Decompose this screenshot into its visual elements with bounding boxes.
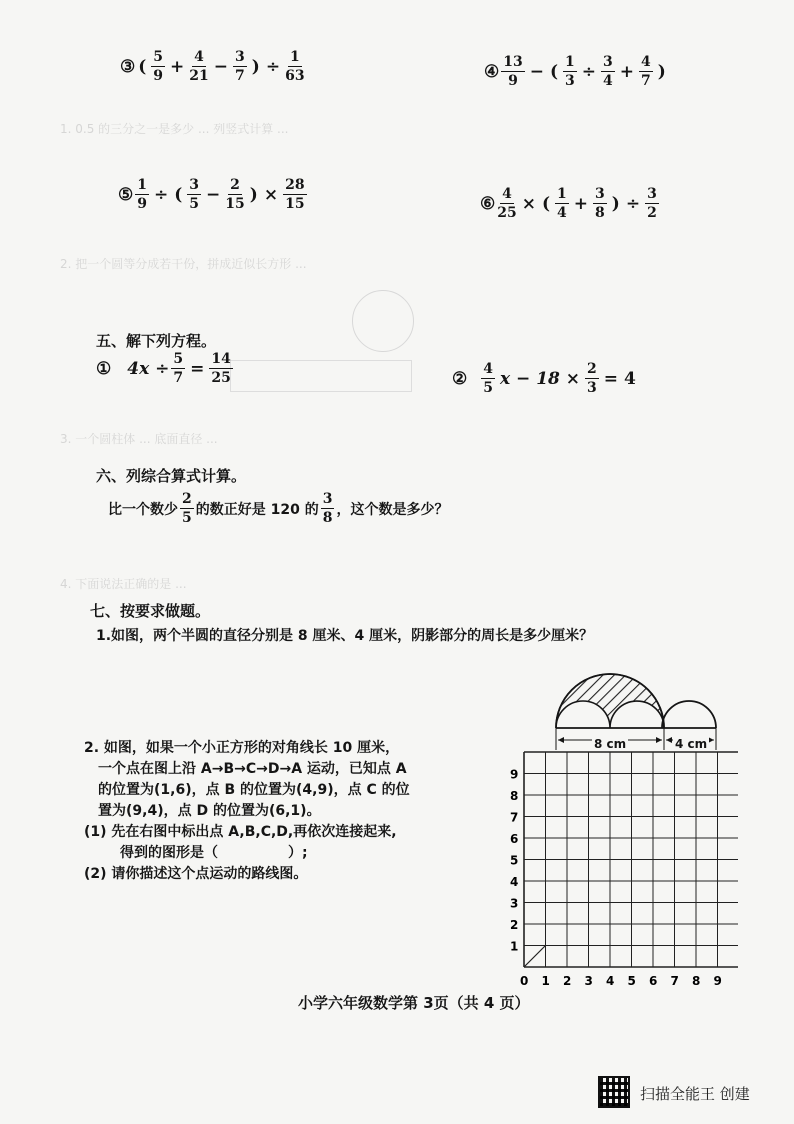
grid-x-label: 5: [627, 974, 636, 988]
fraction: $\frac{3}{7}$: [235, 49, 245, 84]
fraction: $\frac{3}{4}$: [603, 54, 613, 89]
grid-x-label: 4: [606, 974, 615, 988]
question-1: 1.如图，两个半圆的直径分别是 8 厘米、4 厘米，阴影部分的周长是多少厘米？: [96, 628, 594, 644]
grid-x-label: 0: [520, 974, 529, 988]
fraction: $\frac{1}{63}$: [285, 49, 305, 84]
fraction: $\frac{4}{21}$: [189, 49, 209, 84]
section-6-title: 六、列综合算式计算。: [96, 467, 247, 485]
grid-x-label: 2: [563, 974, 572, 988]
question-2-line: 2. 如图，如果一个小正方形的对角线长 10 厘米，: [84, 740, 400, 756]
expression-4: ④ $\frac{13}{9}$ − ( $\frac{1}{3}$ ÷ $\frac{3}{4}$ + $\frac{4}{7}$ ): [484, 54, 666, 89]
question-2-sub-1: (1) 先在右图中标出点 A,B,C,D,再依次连接起来,: [84, 824, 397, 840]
question-2-sub-2: (2) 请你描述这个点运动的路线图。: [84, 866, 308, 882]
fraction: $\frac{3}{8}$: [322, 491, 333, 526]
dimension-8cm: 8 cm: [594, 737, 627, 751]
fraction: $\frac{5}{9}$: [153, 49, 164, 84]
dimension-4cm: 4 cm: [675, 737, 708, 751]
grid-x-label: 3: [584, 974, 593, 988]
fraction: $\frac{4}{7}$: [641, 54, 651, 89]
expression-6: ⑥ $\frac{4}{25}$ × ( $\frac{1}{4}$ + $\frac{3}{8}$ ) ÷ $\frac{3}{2}$: [480, 186, 657, 221]
question-2-line: 一个点在图上沿 A→B→C→D→A 运动，已知点 A: [98, 761, 407, 777]
grid-y-label: 6: [510, 832, 519, 846]
grid-y-label: 4: [510, 875, 519, 889]
grid-x-label: 7: [670, 974, 679, 988]
equation-2: ② $\frac{4}{5}$ x − 18 × $\frac{2}{3}$ = 4: [452, 361, 636, 396]
fraction: $\frac{3}{8}$: [595, 186, 605, 221]
fraction: $\frac{2}{5}$: [182, 491, 192, 526]
grid-x-label: 1: [541, 974, 550, 988]
fraction: $\frac{28}{15}$: [285, 177, 305, 212]
fraction: $\frac{2}{15}$: [225, 177, 245, 212]
grid-x-label: 6: [649, 974, 658, 988]
grid-y-label: 8: [510, 789, 519, 803]
page-footer: 小学六年级数学第 3页（共 4 页）: [298, 994, 530, 1012]
fraction: $\frac{13}{9}$: [503, 54, 523, 89]
grid-y-label: 7: [510, 810, 519, 825]
question-2-line: 置为(9,4)，点 D 的位置为(6,1)。: [98, 803, 321, 819]
fraction: $\frac{1}{3}$: [565, 54, 575, 89]
coordinate-grid: [508, 748, 738, 994]
question-2-line: 的位置为(1,6)，点 B 的位置为(4,9)，点 C 的位: [98, 782, 410, 798]
expression-3: ③ ( $\frac{5}{9}$ + $\frac{4}{21}$ − $\frac{3}{7}$ ) ÷ $\frac{1}{63}$: [120, 49, 305, 84]
fraction: $\frac{3}{2}$: [647, 186, 657, 221]
fraction: $\frac{4}{25}$: [497, 186, 517, 221]
diagonal-line: [524, 946, 546, 968]
grid-x-label: 9: [713, 974, 722, 988]
grid-y-label: 3: [510, 896, 519, 911]
fraction: $\frac{1}{4}$: [557, 186, 567, 221]
fraction: $\frac{4}{5}$: [483, 361, 493, 396]
question-2: [84, 738, 410, 885]
grid-y-label: 2: [510, 918, 519, 932]
equation-1: ① 4x ÷ $\frac{5}{7}$ = $\frac{14}{25}$: [96, 351, 231, 386]
expression-5: ⑤ $\frac{1}{9}$ ÷ ( $\frac{3}{5}$ − $\frac{2}{15}$ ) × $\frac{28}{15}$: [118, 177, 305, 212]
scanner-brand: 扫描全能王 创建: [640, 1085, 750, 1103]
shaded-region: [556, 674, 664, 728]
qr-code-icon: [598, 1076, 630, 1108]
section-6-problem: 比一个数少 $\frac{2}{5}$ 的数正好是 120 的 $\frac{3}{8}$ ，这个数是多少？: [108, 491, 449, 526]
fraction: $\frac{14}{25}$: [211, 351, 231, 386]
fraction: $\frac{2}{3}$: [587, 361, 597, 396]
grid-x-label: 8: [692, 974, 701, 988]
question-2-sub-1b: 得到的图形是（ ）;: [120, 845, 308, 861]
fraction: $\frac{5}{7}$: [173, 351, 184, 386]
grid-y-label: 5: [510, 853, 519, 868]
fraction: $\frac{1}{9}$: [137, 177, 147, 212]
grid-y-label: 1: [510, 939, 519, 954]
section-5-title: 五、解下列方程。: [96, 332, 217, 350]
grid-y-label: 9: [510, 767, 519, 782]
fraction: $\frac{3}{5}$: [189, 177, 200, 212]
small-semicircle: [662, 701, 716, 728]
section-7-title: 七、按要求做题。: [90, 602, 211, 620]
